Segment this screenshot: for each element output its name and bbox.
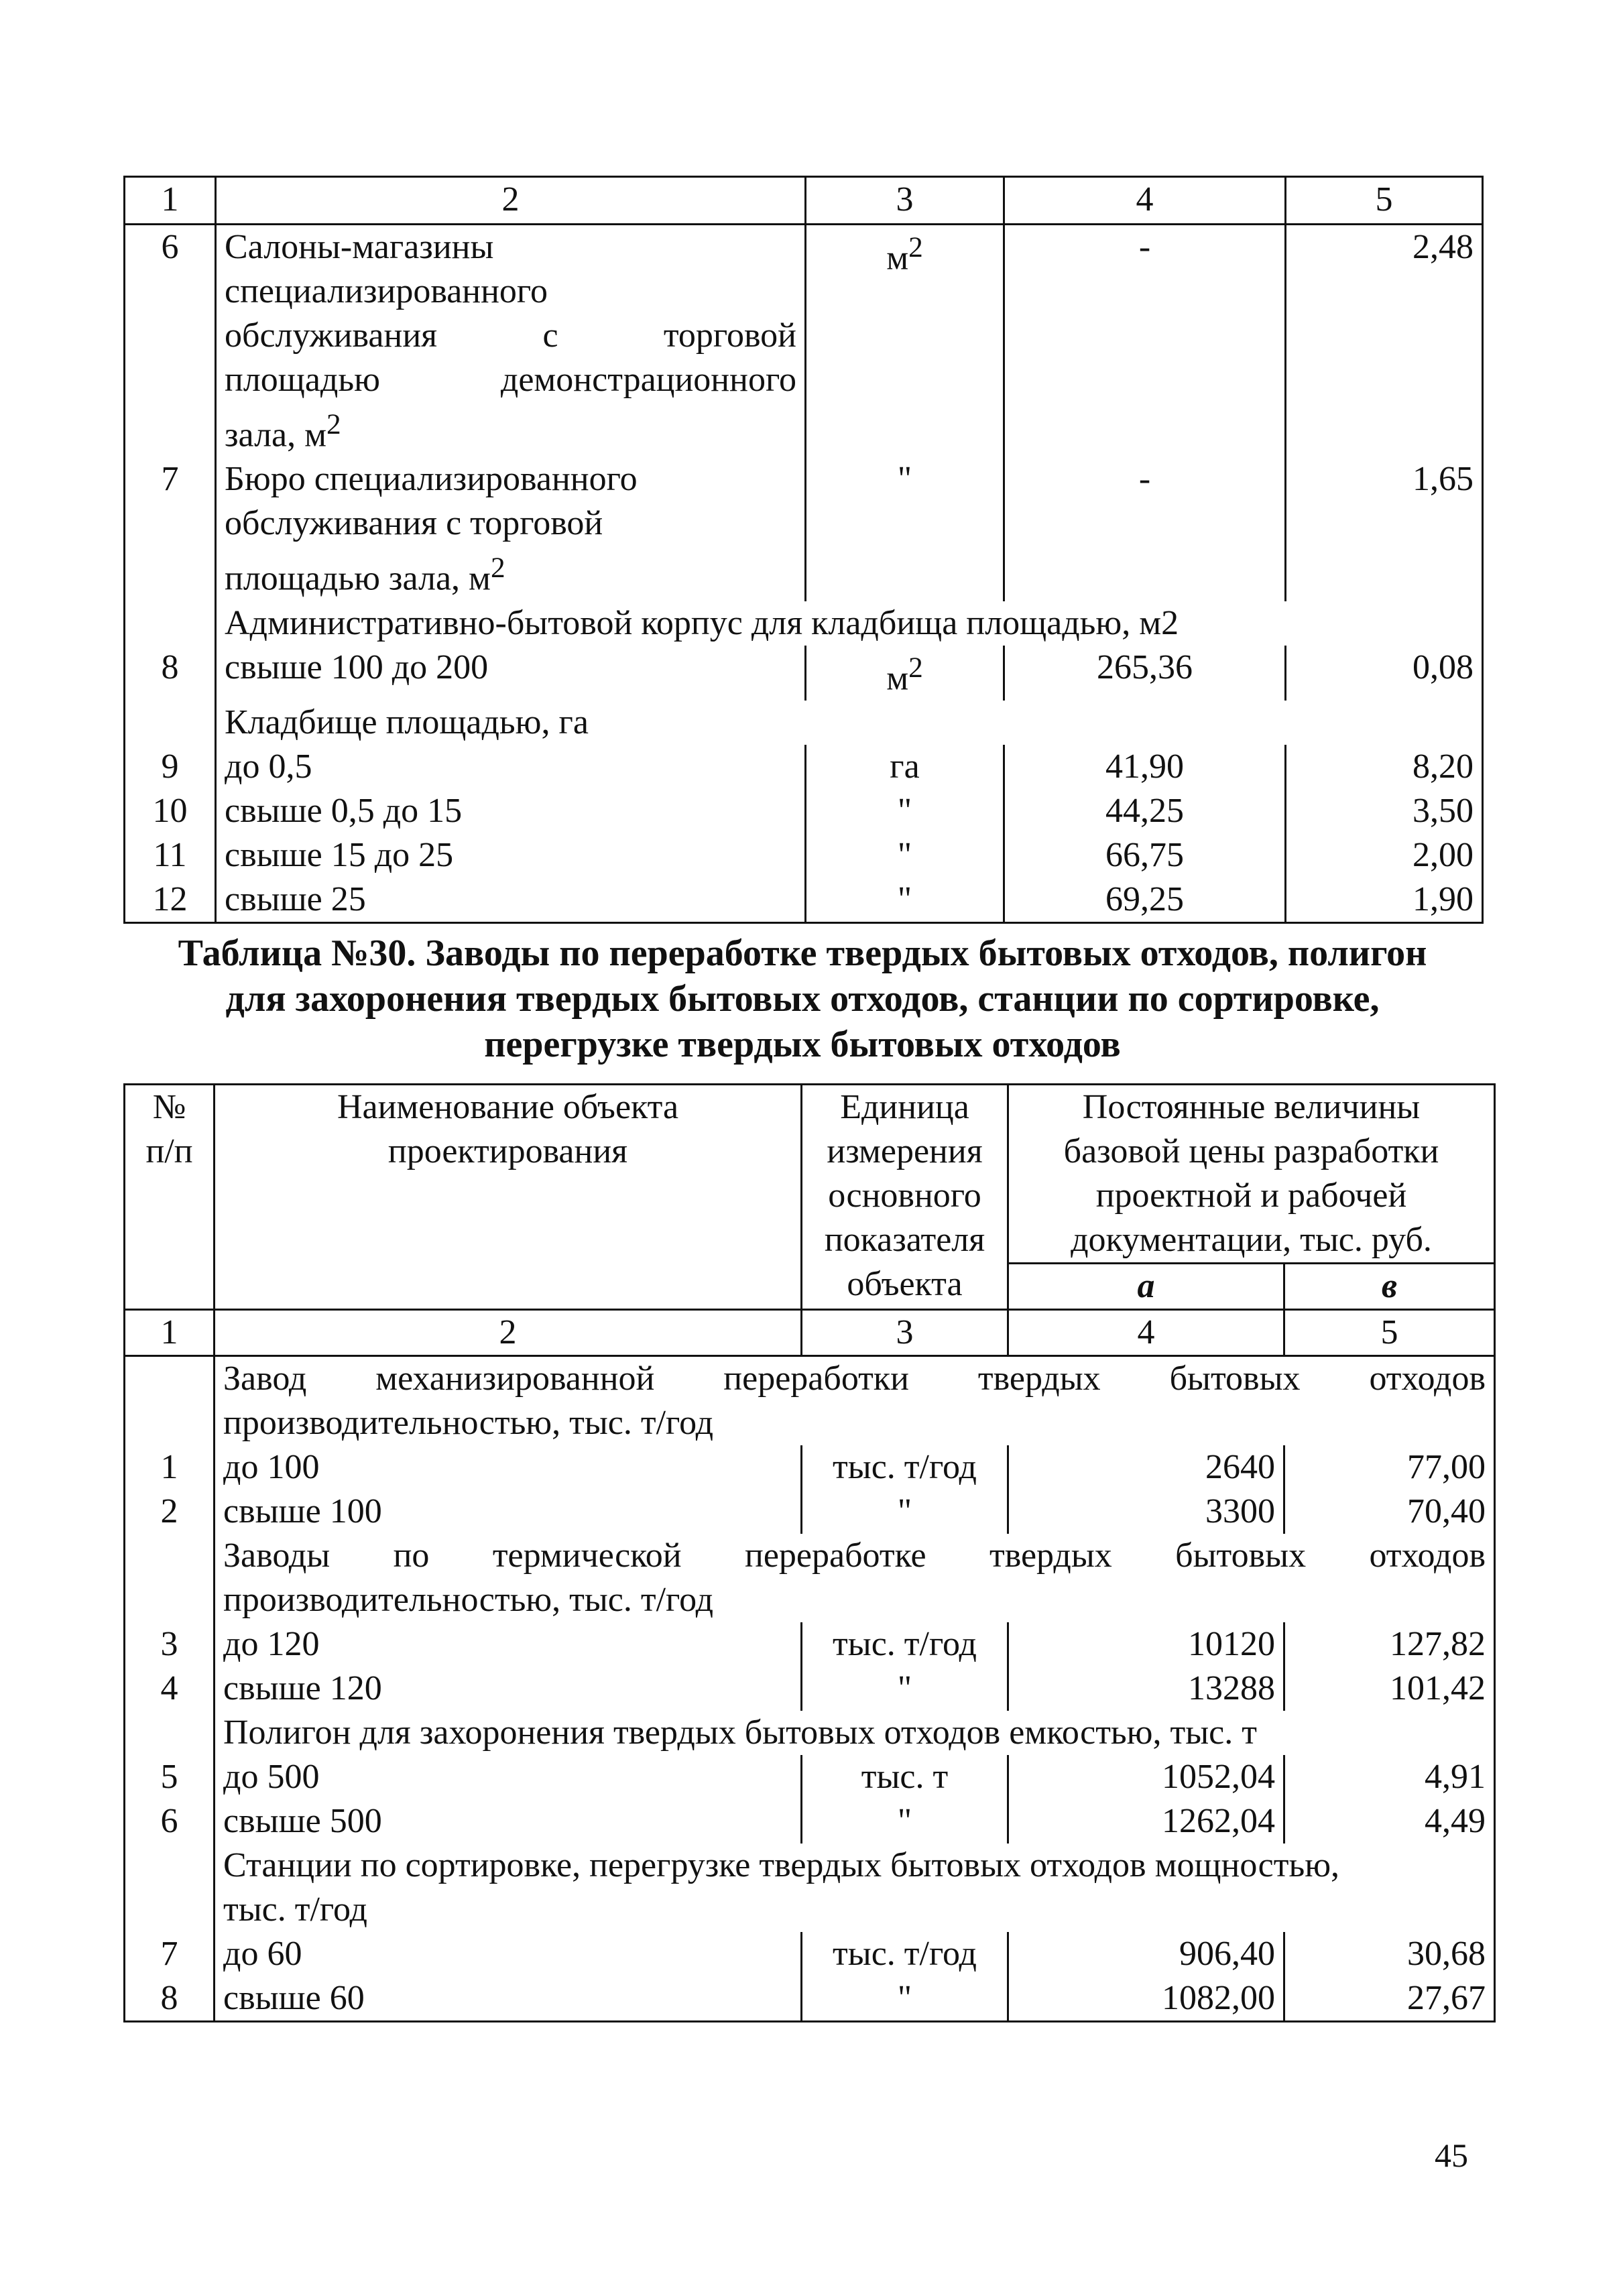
group-title-line: тыс. т/год <box>223 1890 367 1929</box>
value-a: 41,90 <box>1004 745 1286 789</box>
table-row <box>125 1932 1495 1976</box>
table-30 <box>123 1083 1496 2022</box>
column-number: 5 <box>1284 1310 1495 1356</box>
group-title-line: Станции по сортировке, перегрузке твердых бытовых отходов мощностью, <box>223 1846 1340 1884</box>
header-line: объекта <box>847 1265 963 1303</box>
header-line: п/п <box>145 1132 193 1170</box>
name-line: специализированного <box>225 272 548 310</box>
row-number: 6 <box>125 1799 215 1844</box>
value-a: 3300 <box>1008 1490 1284 1534</box>
value-b: 2,00 <box>1286 833 1483 878</box>
value-a: 265,36 <box>1004 646 1286 701</box>
column-number-row <box>125 1310 1495 1356</box>
column-number: 5 <box>1286 177 1483 225</box>
value-b: 1,65 <box>1286 457 1483 601</box>
name-line: обслуживания с торговой <box>225 316 796 355</box>
column-number: 3 <box>806 177 1004 225</box>
table-caption <box>123 930 1482 1067</box>
table-row <box>125 878 1483 923</box>
row-name: до 100 <box>215 1445 802 1490</box>
unit-cell <box>806 225 1004 458</box>
value-a: 13288 <box>1008 1667 1284 1711</box>
page-number: 45 <box>1435 2136 1468 2174</box>
value-a: 1262,04 <box>1008 1799 1284 1844</box>
table-row <box>125 789 1483 833</box>
header-name <box>215 1085 802 1310</box>
header-line: основного <box>828 1176 981 1215</box>
unit-cell: " <box>806 878 1004 923</box>
caption-line: перегрузке твердых бытовых отходов <box>484 1024 1121 1065</box>
column-number: 1 <box>125 177 216 225</box>
group-title: Административно-бытовой корпус для кладбища площадью, м2 <box>216 601 1483 646</box>
header-number <box>125 1085 215 1310</box>
value-a: 66,75 <box>1004 833 1286 878</box>
header-line: проектной и рабочей <box>1095 1176 1407 1215</box>
row-number: 12 <box>125 878 216 923</box>
row-name: до 0,5 <box>216 745 806 789</box>
unit-cell: тыс. т/год <box>802 1622 1008 1667</box>
value-b: 0,08 <box>1286 646 1483 701</box>
unit-cell: " <box>806 789 1004 833</box>
superscript: 2 <box>490 552 505 585</box>
group-title <box>215 1711 1495 1755</box>
group-row <box>125 1534 1495 1622</box>
value-b: 77,00 <box>1284 1445 1495 1490</box>
table-row <box>125 1799 1495 1844</box>
row-name: свыше 0,5 до 15 <box>216 789 806 833</box>
row-name: до 500 <box>215 1755 802 1799</box>
column-number-row <box>125 177 1483 225</box>
table-row <box>125 225 1483 458</box>
header-line: Единица <box>840 1088 969 1126</box>
header-line: показателя <box>824 1221 985 1259</box>
value-b: 127,82 <box>1284 1622 1495 1667</box>
unit-cell: " <box>806 833 1004 878</box>
group-title-line: Заводы по термической переработке твердых бытовых отходов <box>223 1536 1486 1575</box>
row-number: 11 <box>125 833 216 878</box>
value-b: 2,48 <box>1286 225 1483 458</box>
table-row <box>125 1755 1495 1799</box>
row-number: 6 <box>125 225 216 458</box>
header-values <box>1008 1085 1495 1264</box>
table-row <box>125 833 1483 878</box>
name-line: Салоны-магазины <box>225 228 494 266</box>
group-row <box>125 601 1483 646</box>
unit-text: м <box>886 658 909 697</box>
name-line-last <box>225 402 796 457</box>
value-a: - <box>1004 457 1286 601</box>
group-title: Кладбище площадью, га <box>216 701 1483 745</box>
value-a: 906,40 <box>1008 1932 1284 1976</box>
name-line: Бюро специализированного <box>225 460 638 499</box>
row-number: 9 <box>125 745 216 789</box>
row-number: 4 <box>125 1667 215 1711</box>
row-name: до 120 <box>215 1622 802 1667</box>
unit-text: м <box>886 239 909 278</box>
group-title-line: Завод механизированной переработки твердых бытовых отходов <box>223 1360 1486 1398</box>
group-title <box>215 1844 1495 1932</box>
value-a: 69,25 <box>1004 878 1286 923</box>
header-line: измерения <box>827 1132 983 1170</box>
superscript: 2 <box>908 231 923 263</box>
group-row <box>125 1711 1495 1755</box>
column-number: 1 <box>125 1310 215 1356</box>
table-row <box>125 1490 1495 1534</box>
value-a: - <box>1004 225 1286 458</box>
row-name: свыше 15 до 25 <box>216 833 806 878</box>
value-b: 70,40 <box>1284 1490 1495 1534</box>
row-number: 2 <box>125 1490 215 1534</box>
header-line: документации, тыс. руб. <box>1071 1221 1432 1259</box>
value-b: 4,49 <box>1284 1799 1495 1844</box>
header-line: проектирования <box>387 1132 628 1170</box>
table-row <box>125 646 1483 701</box>
group-row <box>125 1844 1495 1932</box>
value-a: 1052,04 <box>1008 1755 1284 1799</box>
unit-cell: тыс. т/год <box>802 1445 1008 1490</box>
column-number: 2 <box>216 177 806 225</box>
header-line: Наименование объекта <box>337 1088 679 1126</box>
caption-line: Таблица №30. Заводы по переработке твердых бытовых отходов, полигон <box>178 932 1427 974</box>
table-row <box>125 1445 1495 1490</box>
header-b: в <box>1284 1264 1495 1310</box>
table-row <box>125 1667 1495 1711</box>
value-a: 44,25 <box>1004 789 1286 833</box>
row-name: свыше 60 <box>215 1976 802 2022</box>
row-number: 7 <box>125 1932 215 1976</box>
row-name: до 60 <box>215 1932 802 1976</box>
value-b: 3,50 <box>1286 789 1483 833</box>
row-name: свыше 100 <box>215 1490 802 1534</box>
name-line-last <box>225 546 796 601</box>
name-line: площадью демонстрационного <box>225 361 796 399</box>
header-unit <box>802 1085 1008 1310</box>
superscript: 2 <box>326 408 341 440</box>
group-title-line: Полигон для захоронения твердых бытовых отходов емкостью, тыс. т <box>223 1713 1257 1752</box>
group-row <box>125 701 1483 745</box>
header-line: Постоянные величины <box>1082 1088 1421 1126</box>
row-number: 3 <box>125 1622 215 1667</box>
name-text: зала, м <box>225 416 327 455</box>
row-name: свыше 100 до 200 <box>216 646 806 701</box>
value-a: 10120 <box>1008 1622 1284 1667</box>
unit-cell: " <box>802 1667 1008 1711</box>
column-number: 2 <box>215 1310 802 1356</box>
unit-cell: " <box>802 1490 1008 1534</box>
unit-cell: тыс. т/год <box>802 1932 1008 1976</box>
row-number: 8 <box>125 1976 215 2022</box>
group-title <box>215 1534 1495 1622</box>
row-name <box>216 457 806 601</box>
name-text: площадью зала, м <box>225 559 491 598</box>
unit-cell: " <box>806 457 1004 601</box>
group-title-line: производительностью, тыс. т/год <box>223 1581 714 1619</box>
header-a: а <box>1008 1264 1284 1310</box>
table-row <box>125 1622 1495 1667</box>
unit-cell: га <box>806 745 1004 789</box>
column-number: 3 <box>802 1310 1008 1356</box>
row-name: свыше 25 <box>216 878 806 923</box>
table-row <box>125 1976 1495 2022</box>
superscript: 2 <box>908 651 923 684</box>
table-row <box>125 745 1483 789</box>
table-continuation <box>123 176 1484 924</box>
value-b: 27,67 <box>1284 1976 1495 2022</box>
name-line: обслуживания с торговой <box>225 504 603 543</box>
column-number: 4 <box>1008 1310 1284 1356</box>
row-name: свыше 500 <box>215 1799 802 1844</box>
unit-cell: " <box>802 1799 1008 1844</box>
row-number: 5 <box>125 1755 215 1799</box>
row-name: свыше 120 <box>215 1667 802 1711</box>
value-b: 30,68 <box>1284 1932 1495 1976</box>
group-title-line: производительностью, тыс. т/год <box>223 1404 714 1442</box>
unit-cell: " <box>802 1976 1008 2022</box>
column-number: 4 <box>1004 177 1286 225</box>
table-header-row <box>125 1085 1495 1264</box>
unit-cell <box>806 646 1004 701</box>
value-b: 8,20 <box>1286 745 1483 789</box>
unit-cell: тыс. т <box>802 1755 1008 1799</box>
header-line: базовой цены разработки <box>1063 1132 1439 1170</box>
row-number: 1 <box>125 1445 215 1490</box>
header-line: № <box>152 1088 186 1126</box>
value-b: 1,90 <box>1286 878 1483 923</box>
value-b: 4,91 <box>1284 1755 1495 1799</box>
row-number: 8 <box>125 646 216 701</box>
group-title <box>215 1356 1495 1446</box>
row-name <box>216 225 806 458</box>
table-row <box>125 457 1483 601</box>
value-b: 101,42 <box>1284 1667 1495 1711</box>
value-a: 2640 <box>1008 1445 1284 1490</box>
row-number: 7 <box>125 457 216 601</box>
caption-line: для захоронения твердых бытовых отходов, станции по сортировке, <box>225 978 1380 1020</box>
value-a: 1082,00 <box>1008 1976 1284 2022</box>
group-row <box>125 1356 1495 1446</box>
row-number: 10 <box>125 789 216 833</box>
